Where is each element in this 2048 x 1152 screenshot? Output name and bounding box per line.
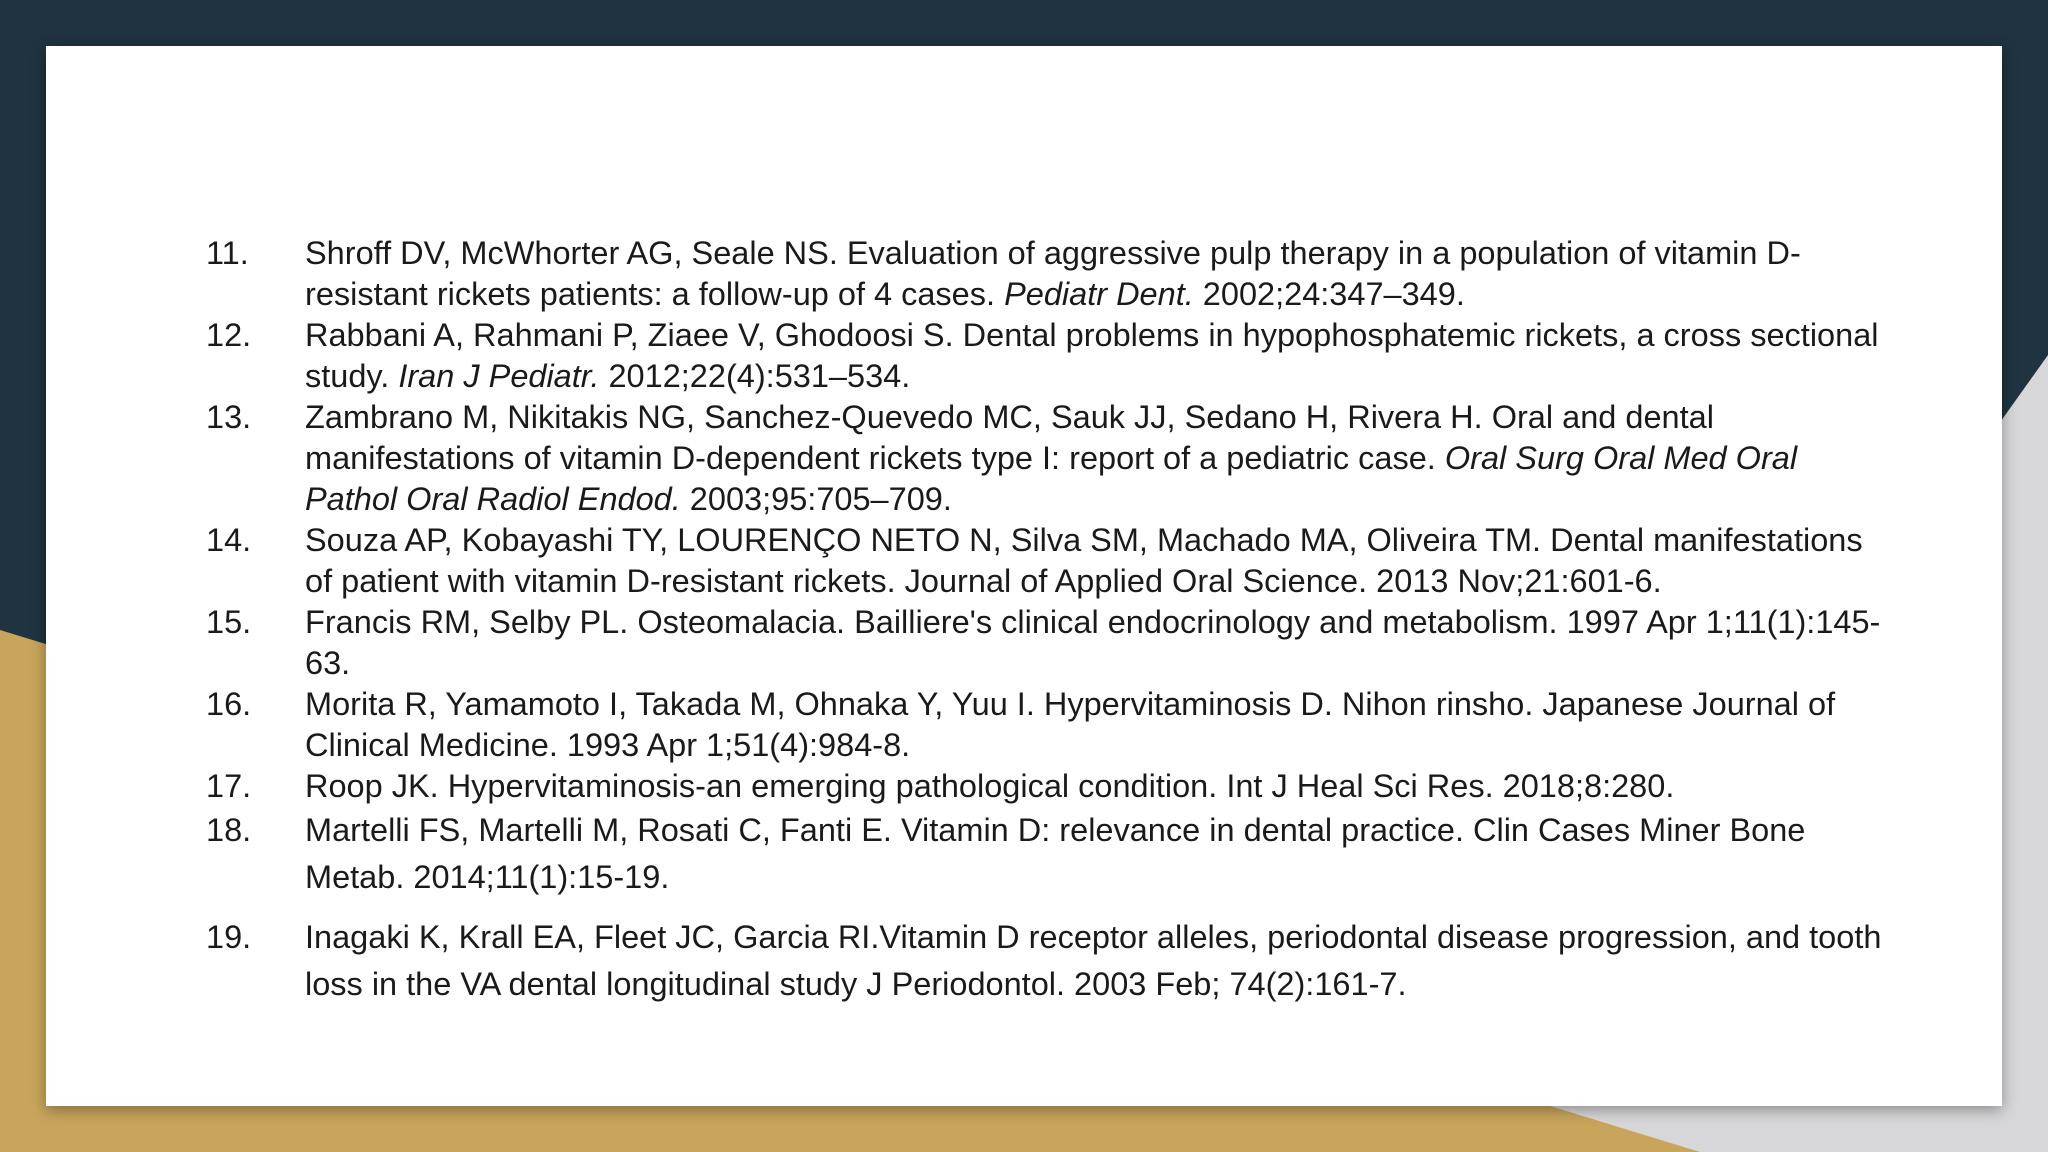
reference-item — [46, 807, 2002, 901]
reference-number: 12. — [206, 317, 252, 353]
reference-item — [46, 233, 2002, 315]
slide — [46, 46, 2002, 1106]
reference-number: 18. — [206, 812, 252, 848]
reference-text: Martelli FS, Martelli M, Rosati C, Fanti E. Vitamin D: relevance in dental practice. Clin Cases Miner Bone Metab. 2014;11(1):15-19. — [305, 812, 1806, 895]
reference-text: Francis RM, Selby PL. Osteomalacia. Bailliere's clinical endocrinology and metabolism. 1997 Apr 1;11(1):145-63. — [305, 604, 1881, 681]
reference-journal: Pediatr Dent. — [1004, 276, 1194, 312]
reference-citation: 2003;95:705–709. — [680, 481, 952, 517]
reference-text: Morita R, Yamamoto I, Takada M, Ohnaka Y, Yuu I. Hypervitaminosis D. Nihon rinsho. Japanese Journal of Clinical Medicine. 1993 Apr 1;51(4):984-8. — [305, 686, 1836, 763]
reference-number: 16. — [206, 686, 252, 722]
reference-text: Zambrano M, Nikitakis NG, Sanchez-Quevedo MC, Sauk JJ, Sedano H, Rivera H. Oral and dental manifestations of vitamin D-dependent rickets type I: report of a pediatric case. — [305, 399, 1714, 476]
reference-number: 17. — [206, 768, 252, 804]
reference-item — [46, 602, 2002, 684]
reference-text: Souza AP, Kobayashi TY, LOURENÇO NETO N, Silva SM, Machado MA, Oliveira TM. Dental manifestations of patient with vitamin D-resistant rickets. Journal of Applied Oral Science. 2013 Nov;21:601-6. — [305, 522, 1863, 599]
reference-item — [46, 914, 2002, 1008]
reference-item — [46, 397, 2002, 520]
reference-citation: 2012;22(4):531–534. — [599, 358, 911, 394]
reference-item — [46, 315, 2002, 397]
reference-text: Inagaki K, Krall EA, Fleet JC, Garcia RI.Vitamin D receptor alleles, periodontal disease progression, and tooth loss in the VA dental longitudinal study J Periodontol. 2003 Feb; 74(2):161-7. — [305, 919, 1882, 1002]
reference-item — [46, 766, 2002, 807]
reference-item — [46, 684, 2002, 766]
reference-number: 15. — [206, 604, 252, 640]
reference-item — [46, 520, 2002, 602]
reference-text: Shroff DV, McWhorter AG, Seale NS. Evaluation of aggressive pulp therapy in a population of vitamin D-resistant rickets patients: a follow-up of 4 cases. — [305, 235, 1801, 312]
reference-text: Roop JK. Hypervitaminosis-an emerging pathological condition. Int J Heal Sci Res. 2018;8:280. — [305, 768, 1675, 804]
reference-number: 14. — [206, 522, 252, 558]
reference-number: 19. — [206, 919, 252, 955]
reference-number: 13. — [206, 399, 252, 435]
reference-text: Rabbani A, Rahmani P, Ziaee V, Ghodoosi S. Dental problems in hypophosphatemic rickets, a cross sectional study. — [305, 317, 1879, 394]
reference-journal: Iran J Pediatr. — [398, 358, 600, 394]
reference-journal: Oral Surg Oral Med Oral Pathol Oral Radiol Endod. — [305, 440, 1798, 517]
reference-number: 11. — [206, 235, 249, 271]
reference-list — [46, 233, 2002, 1008]
reference-citation: 2002;24:347–349. — [1193, 276, 1465, 312]
